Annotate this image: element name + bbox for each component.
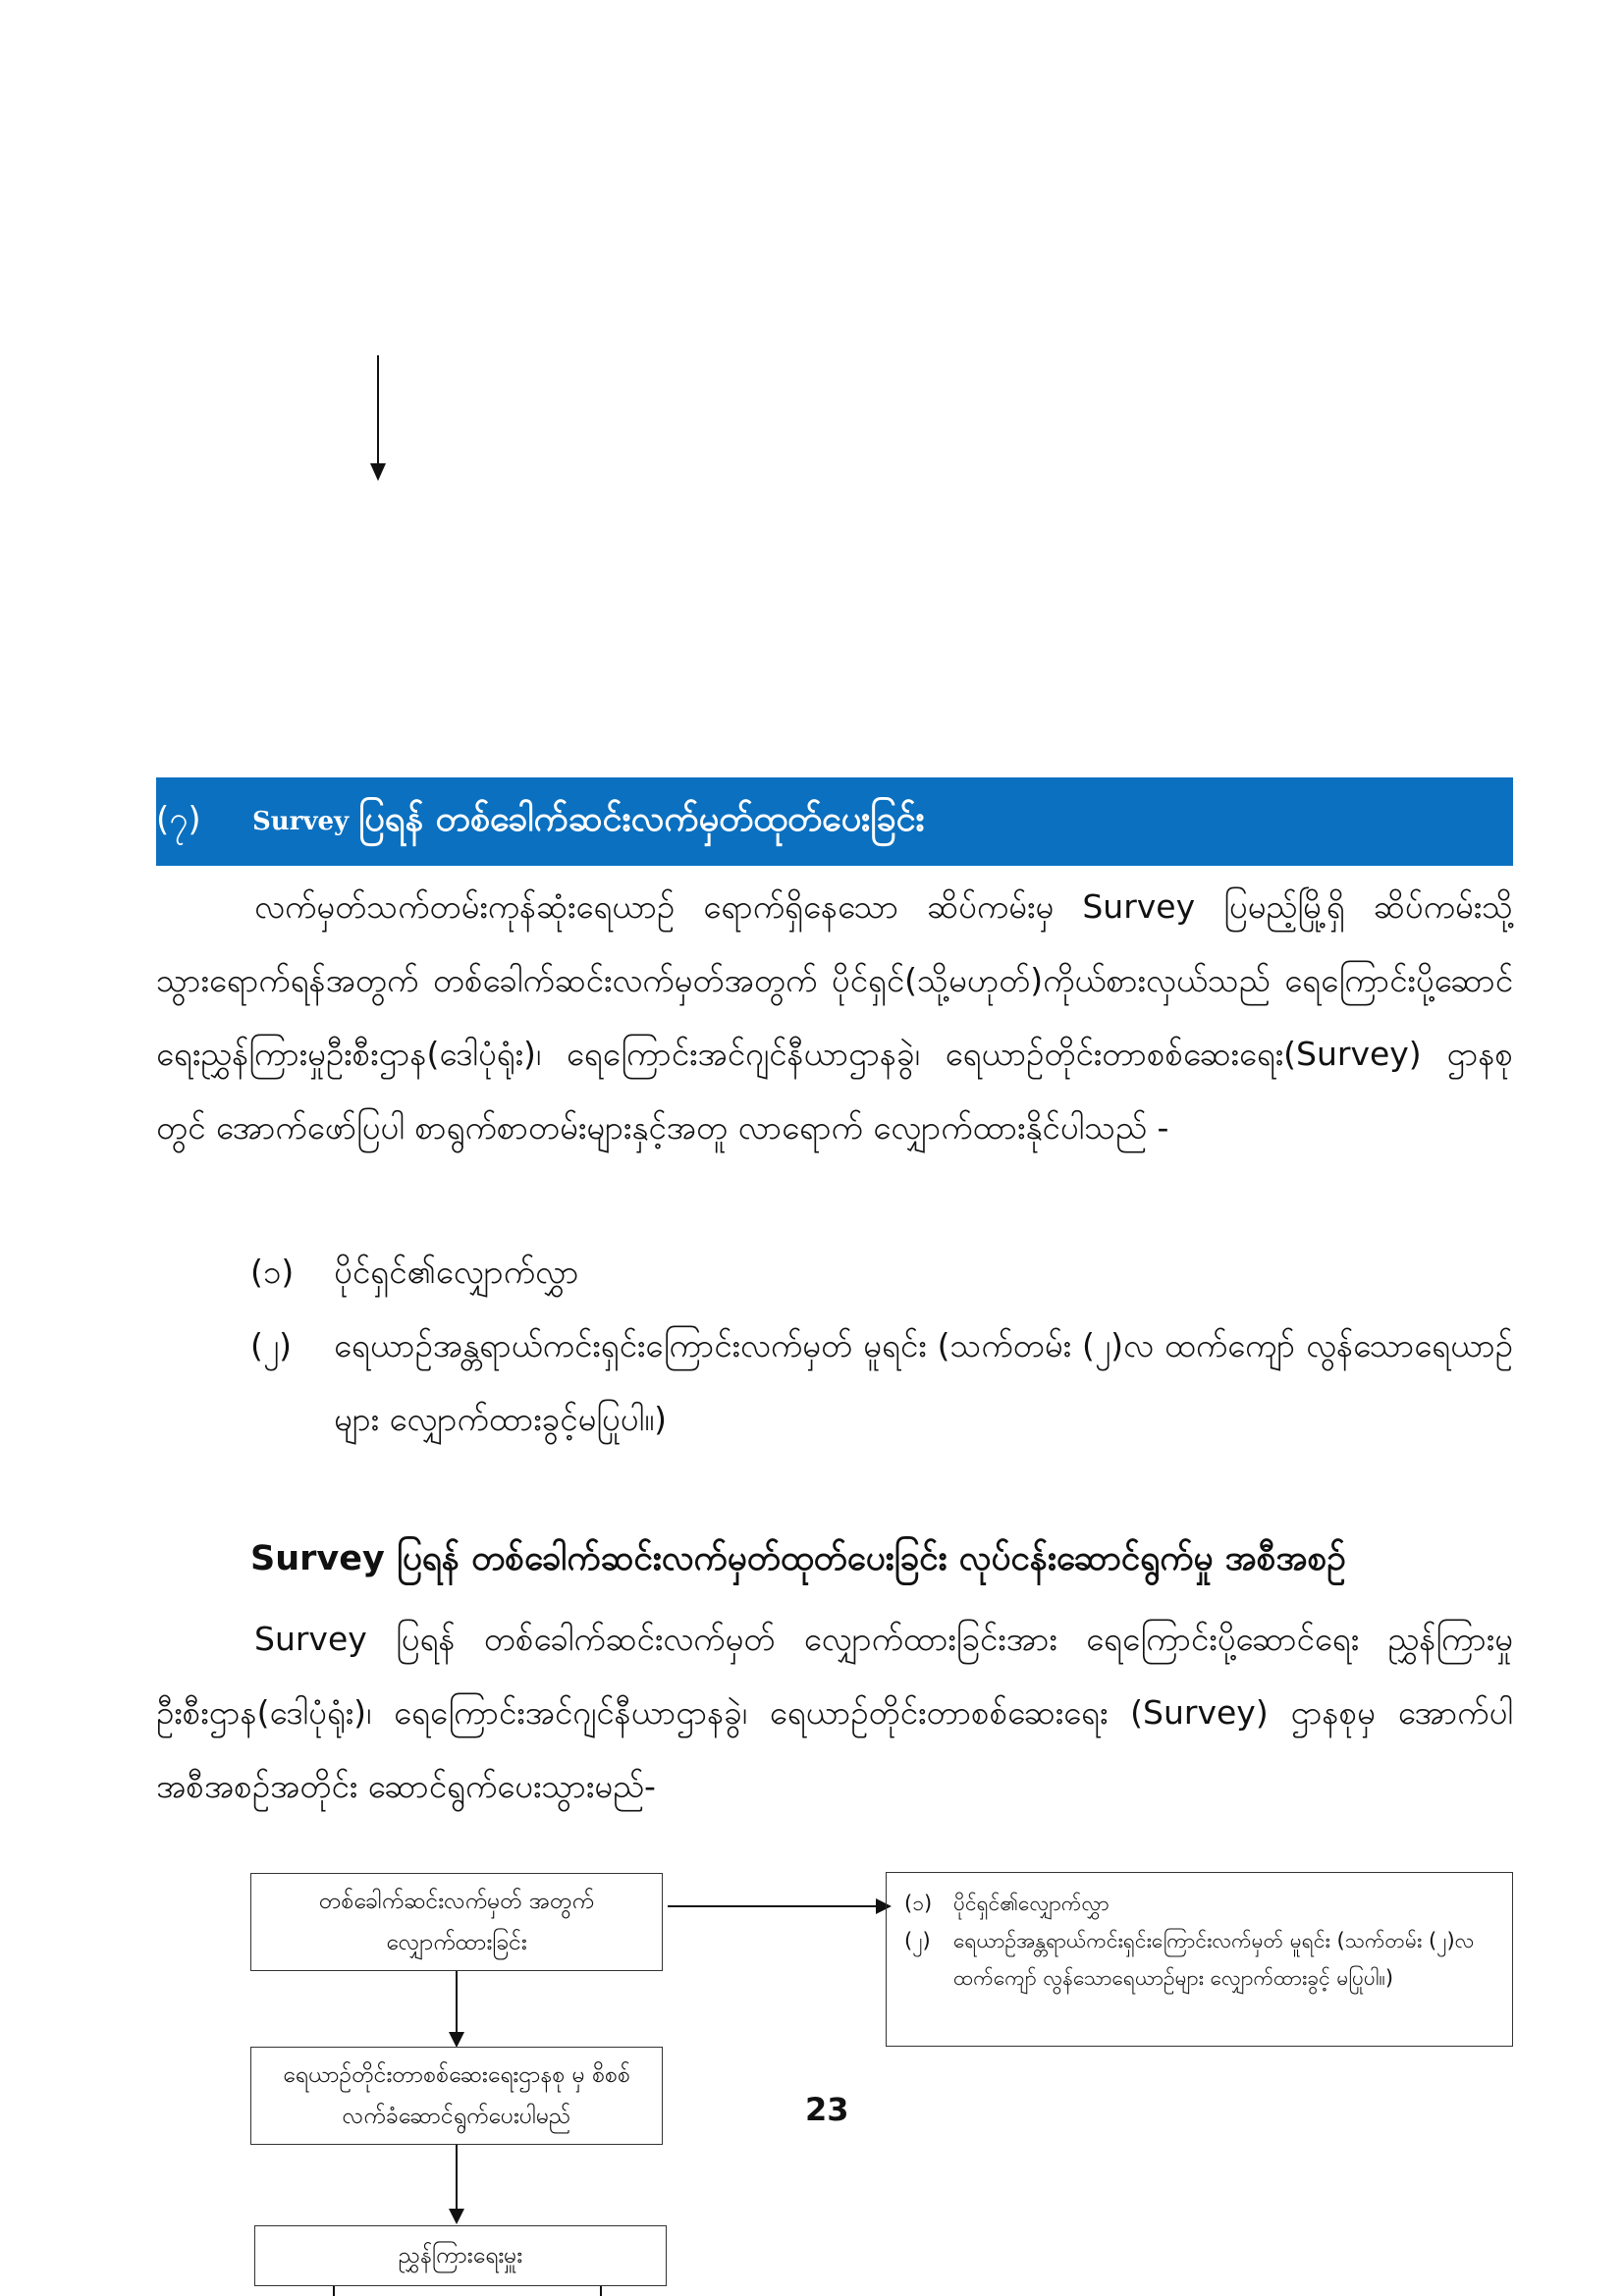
section-banner xyxy=(156,777,1513,866)
procedure-heading: Survey ပြရန် တစ်ခေါက်ဆင်းလက်မှတ်ထုတ်ပေးခြင်း လုပ်ငန်းဆောင်ရွက်မှု အစီအစဉ် xyxy=(250,1539,1346,1578)
page-number: 23 xyxy=(805,2091,849,2128)
flow-step-survey-review xyxy=(250,2047,663,2145)
intro-paragraph-text: လက်မှတ်သက်တမ်းကုန်ဆုံးရေယာဉ် ရောက်ရှိနေသော ဆိပ်ကမ်းမှ Survey ပြမည့်မြို့ရှိ ဆိပ်ကမ်းသို့ သွားရောက်ရန်အတွက် တစ်ခေါက်ဆင်းလက်မှတ်အတွက် ပိုင်ရှင်(သို့မဟုတ်)ကိုယ်စားလှယ်သည် ရေကြောင်းပို့ဆောင်ရေးညွှန်ကြားမှုဦးစီးဌာန(ဒေါပုံရုံး)၊ ရေကြောင်းအင်ဂျင်နီယာဌာနခွဲ၊ ရေယာဉ်တိုင်းတာစစ်ဆေးရေး(Survey) ဌာနစုတွင် အောက်ဖော်ပြပါ စာရွက်စာတမ်းများနှင့်အတူ လာရောက် လျှောက်ထားနိုင်ပါသည် - xyxy=(156,887,1513,1147)
list-item-text: ပိုင်ရှင်၏လျှောက်လွှာ xyxy=(334,1253,579,1291)
flow-requirements-box xyxy=(886,1872,1513,2047)
list-item xyxy=(904,1885,1494,1922)
flow-step-director-text: ညွှန်ကြားရေးမှူး xyxy=(398,2243,523,2269)
list-item-number: (၁) xyxy=(250,1253,295,1291)
procedure-paragraph-text: Survey ပြရန် တစ်ခေါက်ဆင်းလက်မှတ် လျှောက်ထားခြင်းအား ရေကြောင်းပို့ဆောင်ရေး ညွှန်ကြားမှုဦးစီးဌာန(ဒေါပုံရုံး)၊ ရေကြောင်းအင်ဂျင်နီယာဌာနခွဲ၊ ရေယာဉ်တိုင်းတာစစ်ဆေးရေး (Survey) ဌာနစုမှ အောက်ပါ အစီအစဉ်အတိုင်း ဆောင်ရွက်ပေးသွားမည်- xyxy=(156,1620,1513,1805)
procedure-paragraph xyxy=(156,1602,1513,1823)
intro-paragraph xyxy=(156,870,1513,1164)
list-item xyxy=(250,1235,1513,1308)
section-survey-label: Survey xyxy=(252,807,350,836)
section-title: ပြရန် တစ်ခေါက်ဆင်းလက်မှတ်ထုတ်ပေးခြင်း xyxy=(358,799,925,839)
flow-step-director xyxy=(254,2225,667,2286)
list-item-text: ရေယာဉ်အန္တရာယ်ကင်းရှင်းကြောင်းလက်မှတ် မူရင်း (သက်တမ်း (၂)လ ထက်ကျော် လွန်သောရေယာဉ်များ လျှောက်ထားခွင့်မပြုပါ။) xyxy=(334,1326,1513,1438)
list-item xyxy=(250,1308,1513,1456)
section-number: (၇) xyxy=(156,799,201,839)
list-item-number: (၂) xyxy=(904,1929,931,1952)
down-arrow-icon xyxy=(370,355,386,483)
arrowhead-down-icon xyxy=(449,2209,464,2224)
flow-step-apply xyxy=(250,1873,663,1971)
arrowhead-down-icon xyxy=(449,2032,464,2048)
list-item xyxy=(904,1922,1494,1997)
flow-step-survey-review-text: ရေယာဉ်တိုင်းတာစစ်ဆေးရေးဌာနစု မှ စိစစ်လက်ခံဆောင်ရွက်ပေးပါမည် xyxy=(283,2062,630,2129)
list-item-number: (၁) xyxy=(904,1892,933,1915)
list-item-number: (၂) xyxy=(250,1326,292,1364)
list-item-text: ပိုင်ရှင်၏လျှောက်လွှာ xyxy=(953,1892,1110,1915)
list-item-text: ရေယာဉ်အန္တရာယ်ကင်းရှင်းကြောင်းလက်မှတ် မူရင်း (သက်တမ်း (၂)လ ထက်ကျော် လွန်သောရေယာဉ်များ လျှောက်ထားခွင့် မပြုပါ။) xyxy=(953,1929,1475,1990)
flow-step-apply-text: တစ်ခေါက်ဆင်းလက်မှတ် အတွက် လျှောက်ထားခြင်း xyxy=(318,1889,595,1955)
